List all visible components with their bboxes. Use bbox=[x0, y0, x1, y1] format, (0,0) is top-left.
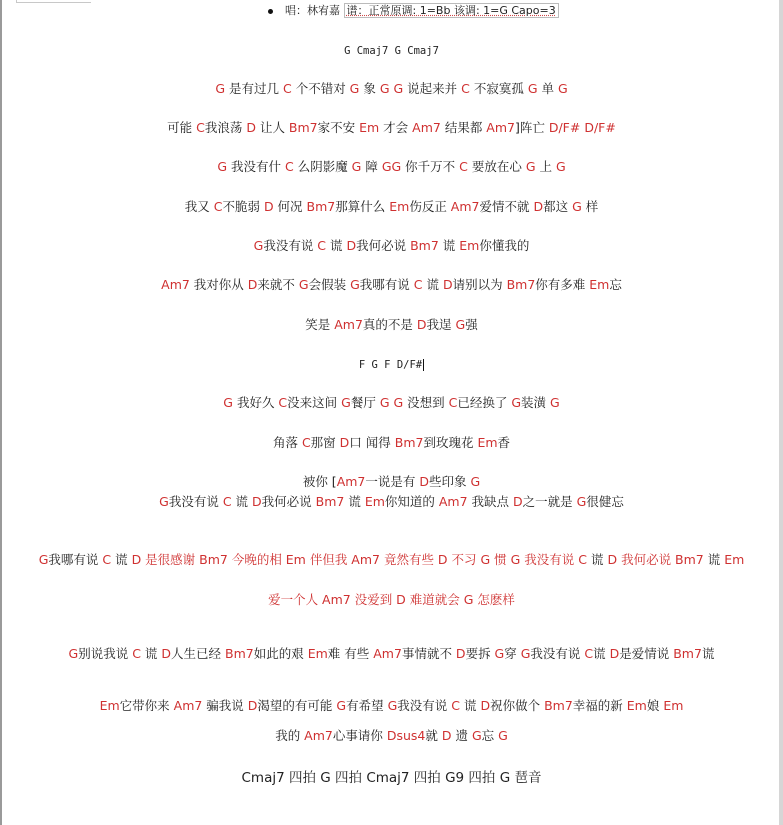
lyric-line bbox=[0, 395, 783, 411]
lyric-text: 我逞 bbox=[426, 317, 456, 332]
chord-label: C bbox=[278, 395, 288, 410]
lyric-text: 何况 bbox=[273, 199, 307, 214]
chord-label: D/F# bbox=[548, 120, 581, 135]
lyric-text: 谎 bbox=[593, 646, 610, 661]
chord-label: D bbox=[442, 277, 453, 292]
lyric-text: 笑是 bbox=[305, 317, 335, 332]
chord-label: D bbox=[533, 199, 544, 214]
chord-label: C bbox=[102, 552, 112, 567]
lyric-text: 就 bbox=[425, 728, 442, 743]
chord-label: G bbox=[520, 646, 531, 661]
chord-label: D bbox=[247, 277, 258, 292]
chord-label: G bbox=[298, 277, 309, 292]
chord-label: G bbox=[341, 395, 351, 410]
lyric-line bbox=[0, 646, 783, 662]
lyric-text: 口 闻得 bbox=[349, 435, 395, 450]
chord-label: G bbox=[351, 159, 362, 174]
chord-label: G bbox=[498, 728, 508, 743]
chord-label: Am7 bbox=[161, 277, 190, 292]
lyric-text: 爱情不就 bbox=[479, 199, 534, 214]
chord-label: Bm7 bbox=[506, 277, 536, 292]
chord-label: Am7 bbox=[450, 199, 480, 214]
chord-label: Bm7 bbox=[306, 199, 336, 214]
lyric-text: 谎 bbox=[459, 698, 481, 713]
chord-label: D bbox=[161, 646, 172, 661]
chord-label: Em bbox=[364, 494, 385, 509]
lyric-text: 那算什么 bbox=[335, 199, 390, 214]
chord-label: C bbox=[132, 646, 141, 661]
chord-label: G bbox=[525, 159, 536, 174]
chord-label: G bbox=[379, 395, 390, 410]
chord-label: Em bbox=[359, 120, 380, 135]
lyric-text: 谎 bbox=[703, 552, 725, 567]
lyric-line bbox=[0, 277, 783, 293]
lyric-line bbox=[0, 474, 783, 490]
chord-label: Am7 bbox=[486, 120, 515, 135]
chord-label: D bbox=[416, 317, 427, 332]
lyric-text: 么阴影魔 bbox=[293, 159, 352, 174]
chord-label: Am7 bbox=[438, 494, 468, 509]
lyric-text: 我哪有说 bbox=[359, 277, 414, 292]
chord-label: C bbox=[284, 159, 294, 174]
lyric-text: 你有多难 bbox=[535, 277, 590, 292]
lyric-text: 被你 [ bbox=[302, 474, 337, 489]
lyric-text: 之一就是 bbox=[522, 494, 577, 509]
lyric-text: 事情就不 bbox=[401, 646, 456, 661]
lyric-text: 穿 bbox=[504, 646, 521, 661]
lyric-text: 你千万不 bbox=[401, 159, 460, 174]
chord-label: D/F# bbox=[584, 120, 616, 135]
chord-label: G bbox=[557, 81, 568, 96]
lyric-text: 是爱情说 bbox=[619, 646, 674, 661]
chord-label: G bbox=[555, 159, 566, 174]
lyric-text: 强 bbox=[465, 317, 478, 332]
chord-label: G bbox=[38, 552, 49, 567]
lyric-line bbox=[0, 356, 783, 373]
lyric-text: 我没有什 bbox=[227, 159, 285, 174]
lyric-line bbox=[0, 81, 783, 97]
lyric-line bbox=[0, 728, 783, 744]
lyric-text: 真的不是 bbox=[362, 317, 417, 332]
chord-label: Bm7 bbox=[544, 698, 573, 713]
lyric-text: 忘 bbox=[609, 277, 622, 292]
chord-label: 没爱到 D 难道就会 G 怎麽样 bbox=[354, 592, 515, 607]
lyric-text: 我没有说 bbox=[530, 646, 585, 661]
lyric-text: 谎 bbox=[587, 552, 608, 567]
lyric-line bbox=[0, 159, 783, 175]
chord-label: C bbox=[448, 395, 458, 410]
chord-label: Bm7 bbox=[410, 238, 439, 253]
top-corner-mark bbox=[16, 0, 91, 3]
chord-label: Am7 bbox=[336, 474, 366, 489]
chord-label: D bbox=[247, 698, 258, 713]
chord-label: Bm7 bbox=[394, 435, 424, 450]
chord-label: G bbox=[215, 81, 226, 96]
lyric-text: 我缺点 bbox=[467, 494, 514, 509]
lyric-text: 谎 bbox=[701, 646, 715, 661]
lyric-text: 没想到 bbox=[403, 395, 449, 410]
lyric-text: 有希望 bbox=[346, 698, 388, 713]
lyric-text: 没来这间 bbox=[287, 395, 342, 410]
chord-label: G bbox=[336, 698, 347, 713]
lyric-text: 谎 bbox=[231, 494, 253, 509]
lyric-text: 到玫瑰花 bbox=[423, 435, 478, 450]
chord-label: G bbox=[576, 494, 587, 509]
lyric-text: 会假装 bbox=[308, 277, 351, 292]
chord-label: Am7 bbox=[412, 120, 441, 135]
lyric-text: 很健忘 bbox=[586, 494, 624, 509]
lyric-text: 谎 bbox=[344, 494, 365, 509]
text-cursor bbox=[423, 359, 424, 371]
chord-label: G bbox=[494, 646, 505, 661]
lyric-line bbox=[0, 698, 783, 714]
lyric-text: 我浪荡 bbox=[204, 120, 247, 135]
lyric-text: 障 bbox=[361, 159, 382, 174]
lyric-line bbox=[0, 42, 783, 59]
lyric-text: 祝你做个 bbox=[490, 698, 545, 713]
lyric-text: 象 bbox=[359, 81, 380, 96]
chord-label: Bm7 bbox=[315, 494, 345, 509]
lyric-text: 上 bbox=[535, 159, 556, 174]
chord-label: G bbox=[379, 81, 390, 96]
lyric-text: 我好久 bbox=[232, 395, 279, 410]
lyric-text: 结果都 bbox=[440, 120, 487, 135]
lyric-text: 忘 bbox=[481, 728, 499, 743]
lyric-text: 装潢 bbox=[521, 395, 551, 410]
lyric-text: 我的 bbox=[275, 728, 305, 743]
chord-label: Em bbox=[663, 698, 684, 713]
chord-label: D bbox=[441, 728, 452, 743]
lyric-text: 我没有说 bbox=[168, 494, 223, 509]
chord-label: D bbox=[455, 646, 466, 661]
lyric-text: 要拆 bbox=[465, 646, 495, 661]
lyric-text: 餐厅 bbox=[350, 395, 380, 410]
lyric-text: 渴望的有可能 bbox=[257, 698, 337, 713]
lyric-text: 可能 bbox=[167, 120, 197, 135]
lyric-text: 样 bbox=[581, 199, 599, 214]
chord-label: Am7 bbox=[173, 698, 203, 713]
lyric-text: 难 有些 bbox=[327, 646, 374, 661]
lyric-text: 我对你从 bbox=[189, 277, 248, 292]
lyric-line bbox=[0, 120, 783, 136]
chord-label: C bbox=[584, 646, 594, 661]
chord-label: GG bbox=[381, 159, 402, 174]
lyric-text: 那窗 bbox=[310, 435, 340, 450]
lyric-line bbox=[0, 199, 783, 215]
lyric-text: 谎 bbox=[422, 277, 443, 292]
lyric-text: 些印象 bbox=[429, 474, 471, 489]
chord-label: C bbox=[317, 238, 327, 253]
chord-label: Dsus4 bbox=[386, 728, 426, 743]
lyric-text: 是有过几 bbox=[225, 81, 283, 96]
lyric-text: 娘 bbox=[646, 698, 664, 713]
singer-label: 唱：林宥嘉 bbox=[285, 4, 340, 17]
lyric-line bbox=[0, 317, 783, 333]
lyric-line bbox=[0, 770, 783, 786]
lyric-text: 幸福的新 bbox=[572, 698, 627, 713]
chord-label: G bbox=[511, 395, 522, 410]
lyric-text: 谎 bbox=[140, 646, 162, 661]
lyric-text: 说起来并 bbox=[403, 81, 462, 96]
lyric-text: 如此的艰 bbox=[253, 646, 308, 661]
lyric-text: 已经换了 bbox=[457, 395, 512, 410]
chord-label: C bbox=[213, 199, 223, 214]
chord-label: Em bbox=[99, 698, 120, 713]
chord-label: G bbox=[350, 277, 360, 292]
chord-label: Em bbox=[389, 199, 410, 214]
lyric-line bbox=[0, 552, 783, 568]
key-info: 谱：正常原调: 1=Bb 该调: 1=G Capo=3 bbox=[344, 3, 559, 18]
chord-label: D bbox=[346, 238, 357, 253]
chord-label: Em bbox=[626, 698, 647, 713]
chord-label: Am7 bbox=[373, 646, 402, 661]
chord-label: G bbox=[393, 395, 404, 410]
chord-label: Bm7 bbox=[225, 646, 254, 661]
lyric-text: 不寂寞孤 bbox=[469, 81, 528, 96]
lyric-text: 要放在心 bbox=[467, 159, 526, 174]
lyric-line bbox=[0, 494, 783, 510]
lyric-text: 单 bbox=[537, 81, 558, 96]
chord-label: D 是很感谢 Bm7 今晚的相 Em 伴但我 Am7 竟然有些 D 不习 G 惯 G 我没有说 C bbox=[131, 552, 588, 567]
lyric-text: 别说我说 bbox=[78, 646, 133, 661]
lyric-text: 心事请你 bbox=[332, 728, 387, 743]
lyric-text: 骗我说 bbox=[202, 698, 248, 713]
lyric-text: 一说是有 bbox=[365, 474, 420, 489]
chord-label: G bbox=[253, 238, 264, 253]
chord-label: C bbox=[196, 120, 205, 135]
lyric-text: 我哪有说 bbox=[48, 552, 103, 567]
chord-label: C bbox=[282, 81, 292, 96]
lyric-text: 不脆弱 bbox=[222, 199, 264, 214]
lyric-text: G Cmaj7 G Cmaj7 bbox=[344, 45, 439, 57]
lyric-text: 来就不 bbox=[257, 277, 299, 292]
lyric-text: 家不安 bbox=[317, 120, 360, 135]
chord-label: C bbox=[301, 435, 311, 450]
chord-label: D bbox=[246, 120, 256, 135]
chord-label: Em bbox=[477, 435, 498, 450]
chord-label: Em bbox=[307, 646, 328, 661]
chord-label: Em bbox=[724, 552, 745, 567]
chord-label: C bbox=[461, 81, 470, 96]
chord-label: D bbox=[419, 474, 429, 489]
lyric-text: 你懂我的 bbox=[479, 238, 530, 253]
chord-label: D bbox=[339, 435, 350, 450]
lyric-text: 我何必说 bbox=[356, 238, 411, 253]
lyric-text: 它带你来 bbox=[119, 698, 174, 713]
lyric-text: 伤反正 bbox=[409, 199, 451, 214]
chord-label: C bbox=[222, 494, 232, 509]
lyric-text: 谎 bbox=[326, 238, 347, 253]
chord-label: G bbox=[455, 317, 466, 332]
bullet-icon bbox=[268, 9, 273, 14]
lyric-text: 都这 bbox=[543, 199, 573, 214]
chord-label: D bbox=[252, 494, 262, 509]
lyric-text: 人生已经 bbox=[171, 646, 226, 661]
lyric-text: 请别以为 bbox=[452, 277, 507, 292]
chord-label: Am7 bbox=[334, 317, 363, 332]
chord-label: G bbox=[572, 199, 582, 214]
lyric-text: 才会 bbox=[379, 120, 413, 135]
lyric-text: Cmaj7 四拍 G 四拍 Cmaj7 四拍 G9 四拍 G 琶音 bbox=[241, 770, 542, 786]
lyric-text: 角落 bbox=[272, 435, 302, 450]
song-header bbox=[268, 2, 559, 18]
chord-label: G bbox=[387, 698, 398, 713]
lyric-line bbox=[0, 238, 783, 254]
chord-label: Bm7 bbox=[673, 646, 702, 661]
chord-label: C bbox=[413, 277, 423, 292]
lyric-text: 我没有说 bbox=[397, 698, 452, 713]
chord-label: G bbox=[527, 81, 538, 96]
chord-label: D bbox=[480, 698, 491, 713]
chord-label: G bbox=[349, 81, 360, 96]
chord-label: D bbox=[263, 199, 274, 214]
chord-label: G bbox=[550, 395, 560, 410]
chord-label: G bbox=[159, 494, 169, 509]
chord-label: D bbox=[513, 494, 523, 509]
chord-label: Em bbox=[459, 238, 480, 253]
chord-label: C bbox=[451, 698, 460, 713]
lyric-text: 我何必说 bbox=[261, 494, 316, 509]
chord-label: G bbox=[470, 474, 481, 489]
lyric-text: 香 bbox=[497, 435, 511, 450]
chord-label: G bbox=[223, 395, 233, 410]
lyric-text: 让人 bbox=[255, 120, 289, 135]
chord-label: G bbox=[217, 159, 228, 174]
lyric-text: 我又 bbox=[184, 199, 214, 214]
lyric-text: 谎 bbox=[438, 238, 460, 253]
lyric-text: 遗 bbox=[451, 728, 472, 743]
chord-label: G bbox=[68, 646, 79, 661]
lyric-text: 谎 bbox=[111, 552, 132, 567]
lyric-text: 我没有说 bbox=[263, 238, 318, 253]
lyric-text: 个不错对 bbox=[291, 81, 350, 96]
chord-label: D 我何必说 Bm7 bbox=[607, 552, 704, 567]
chord-label: Em bbox=[589, 277, 610, 292]
lyric-line bbox=[0, 435, 783, 451]
lyric-text: F G F D/F# bbox=[358, 359, 423, 371]
lyric-text: ]阵亡 bbox=[514, 120, 549, 135]
chord-label: 爱一个人 Am7 bbox=[268, 592, 351, 607]
chord-label: G bbox=[471, 728, 482, 743]
chord-label: Bm7 bbox=[288, 120, 318, 135]
chord-label: C bbox=[459, 159, 468, 174]
chord-label: G bbox=[393, 81, 404, 96]
chord-label: Am7 bbox=[304, 728, 333, 743]
lyric-text: 你知道的 bbox=[384, 494, 439, 509]
lyric-line bbox=[0, 592, 783, 608]
chord-label: D bbox=[609, 646, 620, 661]
